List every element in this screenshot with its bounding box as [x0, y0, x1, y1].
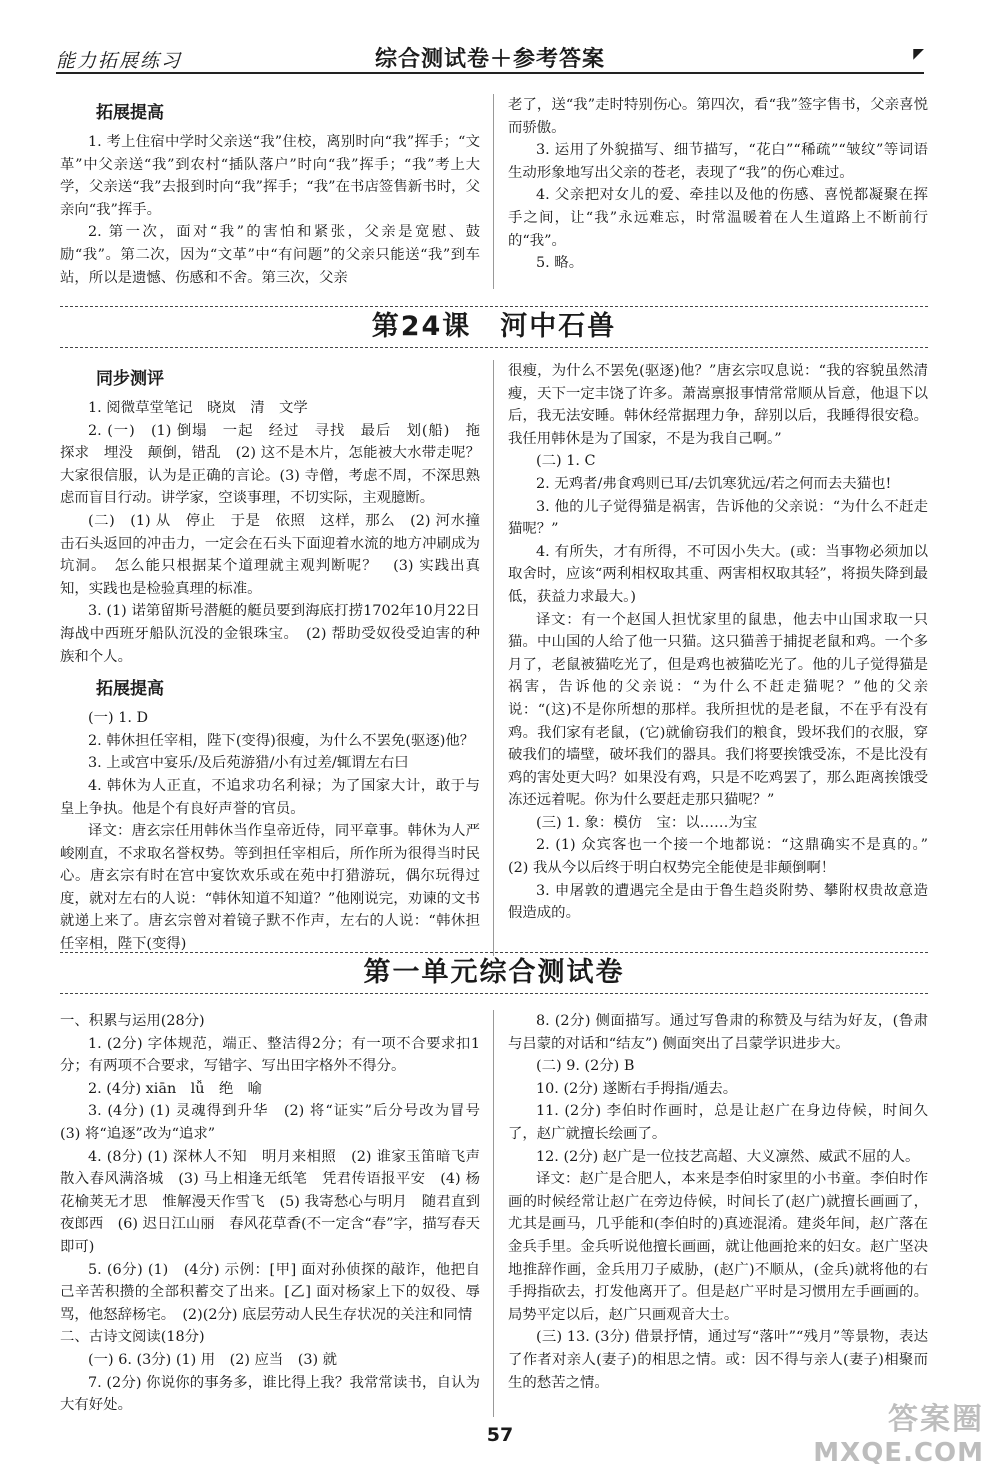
answer-para: 8. (2分) 侧面描写。通过写鲁肃的称赞及与结为好友，(鲁肃与吕蒙的对话和“结友”) 侧面突出了吕蒙学识进步大。	[508, 1013, 928, 1052]
answer-para: 1. 考上住宿中学时父亲送“我”住校，离别时向“我”挥手；“文革”中父亲送“我”到农村“插队落户”时向“我”挥手；“我”考上大学，父亲送“我”去报到时向“我”挥手；“我”在书店签售新书时，父亲向“我”挥手。	[60, 134, 480, 218]
section-lesson-24	[60, 360, 943, 956]
answer-para: 4. (8分) (1) 深林人不知 明月来相照 (2) 谁家玉笛暗飞声 散入春风满洛城 (3) 马上相逢无纸笔 凭君传语报平安 (4) 杨花榆荚无才思 惟解漫天作雪飞 (5) 我寄愁心与明月 随君直到夜郎西 (6) 迟日江山丽 春风花草香(不一定含“春”字，描写春天即可)	[60, 1148, 495, 1255]
translation-para: 译文：唐玄宗任用韩休当作皇帝近侍，同平章事。韩休为人严峻刚直，不求取名誉权势。等到担任宰相后，所作所为很得当时民心。唐玄宗有时在宫中宴饮欢乐或在苑中打猎游玩，偶尔玩得过度，就对左右的人说：“韩休知道不知道？”他刚说完，劝谏的文书就递上来了。唐玄宗曾对着镜子默不作声，左右的人说：“韩休担任宰相，陛下(变得)	[60, 823, 480, 953]
translation-para: 很瘦，为什么不罢免(驱逐)他？”唐玄宗叹息说：“我的容貌虽然清瘦，天下一定丰饶了许多。萧嵩禀报事情常常顺从旨意，他退下以后，我无法安睡。韩休经常据理力争，辞别以后，我睡得很安稳。我任用韩休是为了国家，不是为我自己啊。”	[508, 363, 928, 447]
section1-left-column	[60, 94, 480, 289]
answer-para: 3. 他的儿子觉得猫是祸害，告诉他的父亲说：“为什么不赶走猫呢？”	[508, 498, 928, 538]
site-watermark	[813, 1394, 984, 1464]
answer-para: 5. (6分) (1) (4分) 示例：[甲] 面对孙侦探的敲诈，他把自己辛苦积攒的全部积蓄交了出来。[乙] 面对杨家上下的奴役、辱骂，他怒辞杨宅。 (2)(2分) 底层劳动人民生存状况的关注和同情	[60, 1261, 480, 1323]
answer-para: 3. 上或宫中宴乐/及后苑游猎/小有过差/辄谓左右曰	[88, 755, 409, 772]
answer-para: (二) 1. C	[536, 453, 596, 470]
watermark-logo-text: 答案圈	[888, 1402, 984, 1437]
answer-para: 4. 有所失，才有所得，不可因小失大。(或：当事物必须加以取舍时，应该“两利相权取其重、两害相权取其轻”，将损失降到最低，获益力求最大。)	[508, 543, 928, 605]
answer-para: 2. (4分) xiān lǚ 绝 喻	[88, 1080, 263, 1097]
answer-para: 2. 无鸡者/弗食鸡则已耳/去饥寒犹远/若之何而去夫猫也!	[536, 475, 892, 492]
answer-para: (三) 13. (3分) 借景抒情，通过写“落叶”“残月”等景物，表达了作者对亲人(妻子)的相思之情。或：因不得与亲人(妻子)相聚而生的愁苦之情。	[508, 1329, 928, 1391]
answer-para: 2. 第一次，面对“我”的害怕和紧张，父亲是宽慰、鼓励“我”。第二次，因为“文革”中“有问题”的父亲只能送“我”到车站，所以是遗憾、伤感和不舍。第三次，父亲	[60, 224, 480, 286]
answer-para: (二) (1) 从 停止 于是 依照 这样，那么 (2) 河水撞击石头返回的冲击力，一定会在石头下面迎着水流的地方冲刷成为坑洞。 怎么能只根据某个道理就主观判断呢？ (3) 实践出真知，实践也是检验真理的标准。	[60, 512, 480, 597]
heading-tuozhan-1: 拓展提高	[96, 103, 164, 123]
watermark-url: MXQE.COM	[813, 1438, 984, 1464]
answer-para: 2. 韩休担任宰相，陛下(变得)很瘦，为什么不罢免(驱逐)他？	[88, 732, 475, 749]
answer-para: (三) 1. 象：模仿 宝：以……为宝	[536, 814, 758, 831]
header-title: 综合测试卷＋参考答案	[374, 47, 605, 72]
answer-para: 11. (2分) 李伯时作画时，总是让赵广在身边侍候，时间久了，赵广就擅长绘画了。	[508, 1103, 928, 1142]
page-number: 57	[486, 1424, 514, 1446]
answer-para: 4. 韩休为人正直，不追求功名利禄；为了国家大计，敢于与皇上争执。他是个有良好声誉的官员。	[60, 777, 480, 817]
answer-para: 1. (2分) 字体规范，端正、整洁得2分；有一项不合要求扣1分；有两项不合要求，写错字、写出田字格外不得分。	[60, 1035, 480, 1075]
corner-mark-icon: ◤	[913, 46, 924, 62]
answer-para: 3. (4分) (1) 灵魂得到升华 (2) 将“证实”后分号改为冒号 (3) 将“追逐”改为“追求”	[60, 1103, 495, 1142]
page-header	[56, 40, 924, 74]
answer-para: 10. (2分) 遂断右手拇指/遁去。	[536, 1080, 738, 1097]
answer-para: 老了，送“我”走时特别伤心。第四次，看“我”签字售书，父亲喜悦而骄傲。	[508, 97, 928, 136]
section2-left-column	[60, 360, 495, 956]
answer-para: (一) 6. (3分) (1) 用 (2) 应当 (3) 就	[88, 1351, 338, 1368]
answer-para: 3. 申屠敦的遭遇完全是由于鲁生趋炎附势、攀附权贵故意造假造成的。	[508, 882, 928, 922]
part-heading: 二、古诗文阅读(18分)	[60, 1329, 205, 1346]
answer-para: 4. 父亲把对女儿的爱、牵挂以及他的伤感、喜悦都凝聚在挥手之间，让“我”永远难忘，时常温暖着在人生道路上不断前行的“我”。	[508, 187, 928, 249]
answer-para: (二) 9. (2分) B	[536, 1058, 635, 1075]
section-previous-lesson	[60, 94, 928, 289]
answer-para: 3. (1) 诺第留斯号潜艇的艇员要到海底打捞1702年10月22日海战中西班牙船队沉没的金银珠宝。 (2) 帮助受奴役受迫害的种族和个人。	[60, 603, 480, 665]
answer-para: 3. 运用了外貌描写、细节描写，“花白”“稀疏”“皱纹”等词语生动形象地写出父亲的苍老，表现了“我”的伤心难过。	[508, 142, 928, 181]
answer-para: 2. (1) 众宾客也一个接一个地都说：“这鼎确实不是真的。” (2) 我从今以后终于明白权势完全能使是非颠倒啊！	[508, 837, 943, 877]
answer-para: 12. (2分) 赵广是一位技艺高超、大义凛然、威武不屈的人。	[536, 1148, 920, 1165]
answer-para: 1. 阅微草堂笔记 晓岚 清 文学	[88, 400, 308, 416]
answer-para: 2. (一) (1) 倒塌 一起 经过 寻找 最后 划(船) 拖 探求 埋没 颠倒，错乱 (2) 这不是木片，怎能被大水带走呢？ 大家很信服，认为是正确的言论。(3) 寺僧，考虑不周，不深思熟虑而盲目行动。讲学家，空谈事理，不切实际，主观臆断。	[60, 422, 495, 507]
translation-para: 译文：赵广是合肥人，本来是李伯时家里的小书童。李伯时作画的时候经常让赵广在旁边侍候，时间长了(赵广)就擅长画画了，尤其是画马，几乎能和(李伯时的)真迹混淆。建炎年间，赵广落在金兵手里。金兵听说他擅长画画，就让他画抢来的妇女。赵广坚决地推辞作画，金兵用刀子威胁，(赵广)不顺从，(金兵)就将他的右手拇指砍去，打发他离开了。但是赵广平时是习惯用左手画画的。局势平定以后，赵广只画观音大士。	[508, 1171, 928, 1323]
unit-test-title: 第一单元综合测试卷	[60, 952, 928, 994]
heading-tuozhan-2: 拓展提高	[96, 679, 164, 700]
answer-para: 5. 略。	[536, 255, 584, 272]
book-series-title: 能力拓展练习	[56, 50, 183, 72]
answer-para: 7. (2分) 你说你的事务多，谁比得上我？我常常读书，自认为大有好处。	[60, 1374, 480, 1414]
section2-right-column	[493, 360, 943, 956]
heading-tongbu: 同步测评	[96, 369, 164, 389]
part-heading: 一、积累与运用(28分)	[60, 1013, 205, 1029]
section-unit-test	[60, 1010, 928, 1417]
section3-right-column	[493, 1010, 928, 1417]
section3-left-column	[60, 1010, 495, 1417]
lesson-24-title: 第24课 河中石兽	[60, 306, 928, 348]
translation-para: 译文：有一个赵国人担忧家里的鼠患，他去中山国求取一只猫。中山国的人给了他一只猫。这只猫善于捕捉老鼠和鸡。一个多月了，老鼠被猫吃光了，但是鸡也被猫吃光了。他的儿子觉得猫是祸害，告诉他的父亲说：“为什么不赶走猫呢？”他的父亲说：“(这)不是你所想的那样。我所担忧的是老鼠，不在乎有没有鸡。我们家有老鼠，(它)就偷窃我们的粮食，毁坏我们的衣服，穿破我们的墙壁，破坏我们的器具。我们将要挨饿受冻，不是比没有鸡的害处更大吗？如果没有鸡，只是不吃鸡罢了，那么距离挨饿受冻还远着呢。你为什么要赶走那只猫呢？”	[508, 611, 928, 809]
answer-para: (一) 1. D	[88, 710, 149, 727]
section1-right-column	[493, 94, 928, 289]
